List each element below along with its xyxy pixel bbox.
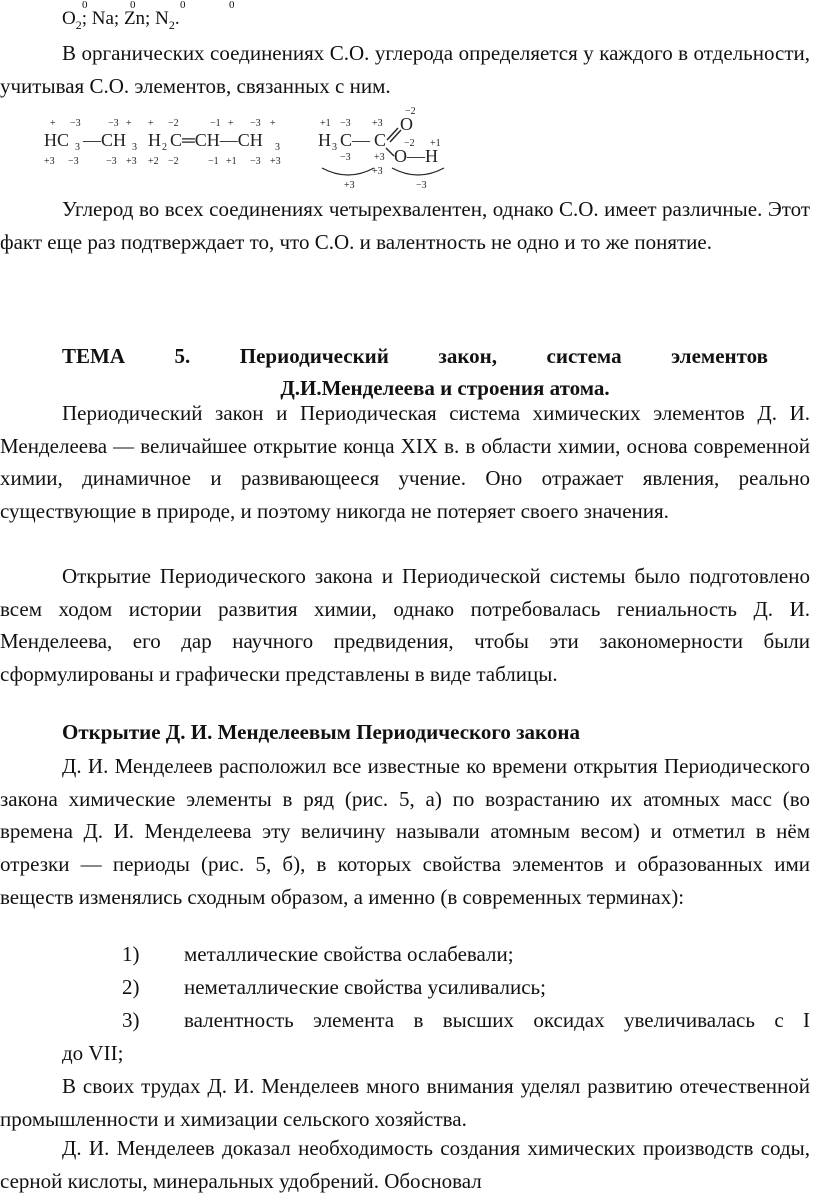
f2-top-0: + xyxy=(148,118,154,129)
f1-bottom-1: −3 xyxy=(68,156,79,167)
f2-main-2: C═CH—CH xyxy=(170,130,263,150)
f1-bottom-0: +3 xyxy=(44,156,55,167)
f3-label-10: −3 xyxy=(340,152,351,163)
list-item xyxy=(0,971,810,1004)
f3-label-0: −2 xyxy=(405,106,416,117)
list-number: 3) xyxy=(122,1008,140,1032)
heading-word: система xyxy=(546,344,622,368)
f3-label-7: C— xyxy=(340,130,371,150)
f3-label-11: O—H xyxy=(394,146,438,166)
f3-label-2: −3 xyxy=(340,118,351,129)
f2-top-4: −3 xyxy=(250,118,261,129)
f1-top-2: −3 xyxy=(108,118,119,129)
f1-bottom-2: −3 xyxy=(106,156,117,167)
f3-label-14: +1 xyxy=(430,138,441,149)
list-number: 2) xyxy=(122,975,140,999)
f3-label-6: 3 xyxy=(332,142,337,153)
ox-mark: 0 xyxy=(180,0,186,11)
f1-main-2: —CH xyxy=(83,130,127,150)
formula-ethane xyxy=(44,118,137,167)
f1-bottom-3: +3 xyxy=(126,156,137,167)
paragraph-arrangement: Д. И. Менделеев расположил все известные ко времени открытия Периодического закона химические элементы в ряд (рис. 5, а) по возрастанию их атомных масс (во времена Д. И. Менделеева эту величину называли атомным весом) и отметил в нём отрезки — периоды (рис. 5, б), в которых свойства элементов и образованных ими веществ изменялись сходным образом, а именно (в современных терминах): xyxy=(0,754,810,909)
oxidation-formula-line xyxy=(62,0,262,32)
list-item xyxy=(0,938,810,971)
f3-label-5: H xyxy=(318,130,331,150)
list-number: 1) xyxy=(122,942,140,966)
heading-word: ТЕМА xyxy=(62,344,125,368)
f3-label-16: −3 xyxy=(416,180,427,190)
f2-bottom-0: +2 xyxy=(148,156,159,167)
f3-label-12: +3 xyxy=(372,166,383,177)
f2-bottom-5: +3 xyxy=(270,156,281,167)
f3-label-1: +1 xyxy=(320,118,331,129)
paragraph-chemical-production: Д. И. Менделеев доказал необходимость создания химических производств соды, серной кислоты, минеральных удобрений. Обосновал xyxy=(0,1136,810,1193)
formula-text: $O_2$; Na; Zn; $N_2$. xyxy=(62,8,180,32)
ox-mark: 0 xyxy=(82,0,88,11)
f3-label-15: +3 xyxy=(344,180,355,190)
paragraph-discovery: Открытие Периодического закона и Периодической системы было подготовлено всем ходом истории развития химии, однако потребовалась гениальность Д. И. Менделеева, его дар научного предвидения, чтобы эти закономерности были сформулированы и графически представлены в виде таблицы. xyxy=(0,564,810,687)
f3-label-9: +3 xyxy=(374,152,385,163)
ox-mark: 0 xyxy=(130,0,136,11)
f3-label-8: C xyxy=(374,130,387,150)
list-item xyxy=(0,1004,810,1037)
oxidation-scheme-svg xyxy=(30,106,450,190)
f2-bottom-4: −3 xyxy=(250,156,261,167)
f2-top-5: + xyxy=(270,118,276,129)
f1-main-0: HC xyxy=(44,130,70,150)
f2-main-1: 2 xyxy=(162,142,167,153)
heading-word: Периодический xyxy=(239,344,389,368)
f3-label-3: +3 xyxy=(372,118,383,129)
f1-top-1: −3 xyxy=(70,118,81,129)
section-heading xyxy=(62,340,768,404)
f1-top-3: + xyxy=(126,118,132,129)
heading-word: закон, xyxy=(438,344,498,368)
f1-main-1: 3 xyxy=(75,142,80,153)
f2-bottom-2: −1 xyxy=(208,156,219,167)
subheading-discovery: Открытие Д. И. Менделеевым Периодического закона xyxy=(62,720,580,744)
list-text: металлические свойства ослабевали; xyxy=(184,942,514,966)
paragraph-carbon-valence: Углерод во всех соединениях четырехвалентен, однако С.О. имеет различные. Этот факт еще раз подтверждает то, что С.О. и валентность не одно и то же понятие. xyxy=(0,197,810,254)
f3-label-13: −2 xyxy=(404,138,415,149)
formula-propene xyxy=(148,118,281,167)
heading-line-1 xyxy=(62,340,768,372)
oxidation-state-scheme xyxy=(30,106,450,190)
paragraph-carbon-oxidation: В органических соединениях С.О. углерода определяется у каждого в отдельности, учитывая С.О. элементов, связанных с ним. xyxy=(0,41,810,98)
formula-acetic-acid xyxy=(318,106,444,190)
f2-top-3: + xyxy=(228,118,234,129)
f2-main-0: H xyxy=(148,130,161,150)
ox-mark: 0 xyxy=(229,0,235,11)
list-item-continuation xyxy=(0,1037,810,1070)
f2-bottom-3: +1 xyxy=(226,156,237,167)
f1-top-0: + xyxy=(50,118,56,129)
heading-line-2: Д.И.Менделеева и строения атома. xyxy=(280,376,610,400)
heading-word: элементов xyxy=(671,344,768,368)
heading-word: 5. xyxy=(174,344,191,368)
f1-main-3: 3 xyxy=(132,142,137,153)
list-text: неметаллические свойства усиливались; xyxy=(184,975,546,999)
list-text-continuation: до VII; xyxy=(62,1041,124,1065)
f2-bottom-1: −2 xyxy=(168,156,179,167)
f2-top-2: −1 xyxy=(210,118,221,129)
list-text: валентность элемента в высших оксидах увеличивалась с I xyxy=(184,1008,810,1032)
f2-top-1: −2 xyxy=(168,118,179,129)
paragraph-periodic-law-intro: Периодический закон и Периодическая система химических элементов Д. И. Менделеева — величайшее открытие конца XIX в. в области химии, основа современной химии, динамичное и развивающееся учение. Оно отражает явления, реально существующие в природе, и поэтому никогда не потеряет своего значения. xyxy=(0,401,810,524)
paragraph-industry: В своих трудах Д. И. Менделеев много внимания уделял развитию отечественной промышленности и химизации сельского хозяйства. xyxy=(0,1074,810,1131)
f3-label-4: O xyxy=(400,114,413,134)
f2-main-3: 3 xyxy=(275,142,280,153)
